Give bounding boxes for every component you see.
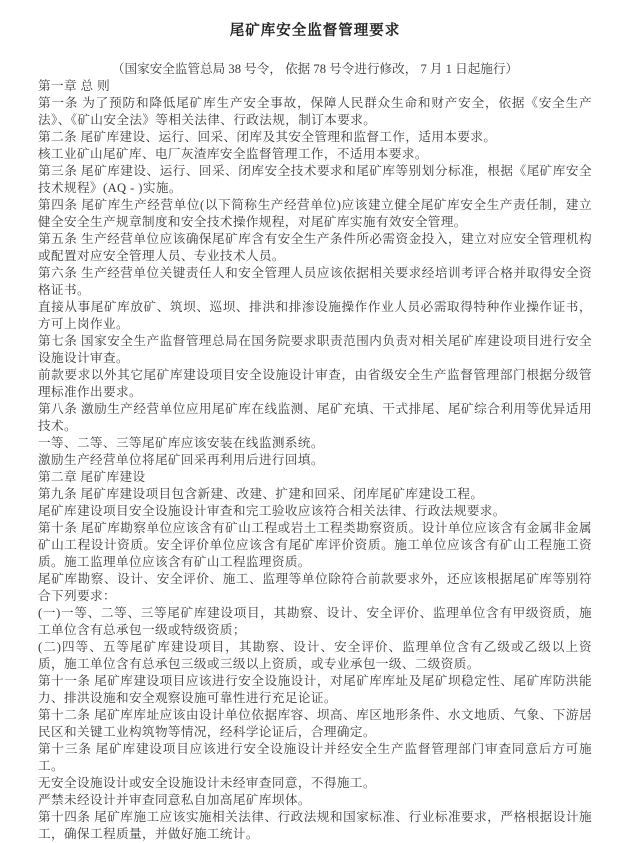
paragraph: 第二条 尾矿库建设、运行、回采、闭库及其安全管理和监督工作，适用本要求。 xyxy=(38,130,497,144)
paragraph: 尾矿库建设项目安全设施设计审查和完工验收应该符合相关法律、行政法规要求。 xyxy=(38,504,506,518)
paragraph: 第七条 国家安全生产监督管理总局在国务院要求职责范围内负责对相关尾矿库建设项目进行安全设施设计审查。 xyxy=(38,334,592,365)
paragraph: 第三条 尾矿库建设、运行、回采、闭库安全技术要求和尾矿库等别划分标准，根据《尾矿库安全技术规程》(AQ - )实施。 xyxy=(38,164,592,195)
paragraph: (一)一等、二等、三等尾矿库建设项目，其勘察、设计、安全评价、监理单位含有甲级资质，施工单位含有总承包一级或特级资质； xyxy=(38,606,592,637)
paragraph: 第十四条 尾矿库施工应该实施相关法律、行政法规和国家标准、行业标准要求，严格根据设计施工，确保工程质量，并做好施工统计。 xyxy=(38,810,592,841)
paragraph: 第二章 尾矿库建设 xyxy=(38,470,146,484)
paragraph: 直接从事尾矿库放矿、筑坝、巡坝、排洪和排渗设施操作作业人员必需取得特种作业操作证书，方可上岗作业。 xyxy=(38,300,592,331)
paragraph: 第四条 尾矿库生产经营单位(以下简称生产经营单位)应该建立健全尾矿库安全生产责任制，建立健全安全生产规章制度和安全技术操作规程，对尾矿库实施有效安全管理。 xyxy=(38,198,592,229)
document-subtitle: （国家安全监管总局 38 号令， 依据 78 号令进行修改， 7 月 1 日起施行） xyxy=(111,62,519,76)
paragraph: 第六条 生产经营单位关键责任人和安全管理人员应该依据相关要求经培训考评合格并取得安全资格证书。 xyxy=(38,266,592,297)
paragraph: 第九条 尾矿库建设项目包含新建、改建、扩建和回采、闭库尾矿库建设工程。 xyxy=(38,487,484,501)
paragraph: 核工业矿山尾矿库、电厂灰渣库安全监督管理工作，不适用本要求。 xyxy=(38,147,428,161)
paragraph: 激励生产经营单位将尾矿回采再利用后进行回填。 xyxy=(38,453,324,467)
paragraph: 无安全设施设计或安全设施设计未经审查同意，不得施工。 xyxy=(38,776,376,790)
paragraph: 尾矿库勘察、设计、安全评价、施工、监理等单位除符合前款要求外，还应该根据尾矿库等别符合下列要求： xyxy=(38,572,592,603)
paragraph: 第一条 为了预防和降低尾矿库生产安全事故，保障人民群众生命和财产安全，依据《安全生产法》、《矿山安全法》等相关法律、行政法规，制订本要求。 xyxy=(38,96,592,127)
paragraph: 第十一条 尾矿库建设项目应该进行安全设施设计，对尾矿库库址及尾矿坝稳定性、尾矿库防洪能力、排洪设施和安全观察设施可靠性进行充足论证。 xyxy=(38,674,592,705)
paragraph: 第一章 总 则 xyxy=(38,79,111,93)
paragraph: 第十三条 尾矿库建设项目应该进行安全设施设计并经安全生产监督管理部门审查同意后方可施工。 xyxy=(38,742,592,773)
paragraph: 第十条 尾矿库勘察单位应该含有矿山工程或岩土工程类勘察资质。设计单位应该含有金属非金属矿山工程设计资质。安全评价单位应该含有尾矿库评价资质。施工单位应该含有矿山工程施工资质。施工监理单位应该含有矿山工程监理资质。 xyxy=(38,521,592,569)
paragraph: 严禁未经设计并审查同意私自加高尾矿库坝体。 xyxy=(38,793,311,807)
paragraph: 一等、二等、三等尾矿库应该安装在线监测系统。 xyxy=(38,436,324,450)
paragraph: 第五条 生产经营单位应该确保尾矿库含有安全生产条件所必需资金投入，建立对应安全管理机构或配置对应安全管理人员、专业技术人员。 xyxy=(38,232,592,263)
document-title: 尾矿库安全监督管理要求 xyxy=(229,23,401,39)
paragraph: 第十二条 尾矿库库址应该由设计单位依据库容、坝高、库区地形条件、水文地质、气象、下游居民区和关键工业构筑物等情况，经科学论证后，合理确定。 xyxy=(38,708,592,739)
paragraph: 第八条 激励生产经营单位应用尾矿库在线监测、尾矿充填、干式排尾、尾矿综合利用等优异适用技术。 xyxy=(38,402,592,433)
paragraph: 前款要求以外其它尾矿库建设项目安全设施设计审查，由省级安全生产监督管理部门根据分级管理标准作出要求。 xyxy=(38,368,592,399)
document-body xyxy=(38,78,592,843)
paragraph: (二)四等、五等尾矿库建设项目，其勘察、设计、安全评价、监理单位含有乙级或乙级以上资质，施工单位含有总承包三级或三级以上资质，或专业承包一级、二级资质。 xyxy=(38,640,592,671)
